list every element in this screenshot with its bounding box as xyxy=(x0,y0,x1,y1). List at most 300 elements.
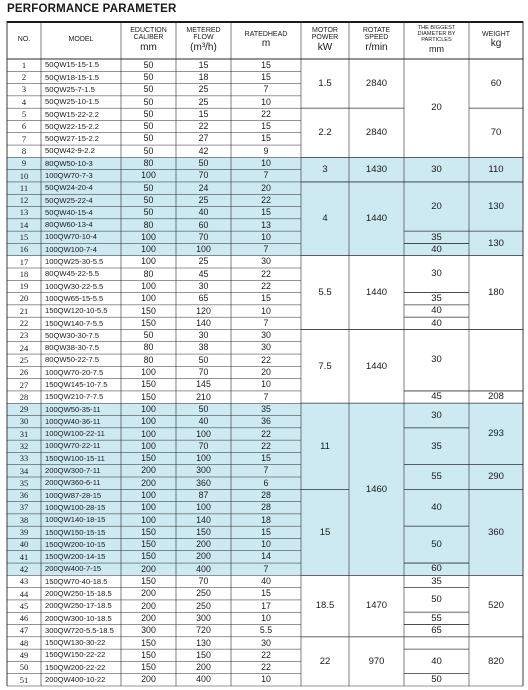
row-number: 6 xyxy=(21,121,27,132)
flow-cell: 400 xyxy=(196,674,211,685)
caliber-cell: 100 xyxy=(141,367,156,378)
flow-cell: 70 xyxy=(198,367,209,378)
particle-diameter-cell: 35 xyxy=(431,575,442,587)
head-cell: 18 xyxy=(261,514,271,525)
row-number: 41 xyxy=(19,551,29,562)
caliber-cell: 200 xyxy=(141,563,156,574)
motor-power-cell: 22 xyxy=(319,655,331,667)
head-cell: 17 xyxy=(261,600,271,611)
particle-diameter-cell: 50 xyxy=(431,538,442,550)
flow-cell: 60 xyxy=(198,219,209,230)
header-model: MODEL xyxy=(68,36,94,44)
head-cell: 10 xyxy=(261,231,271,242)
header-caliber: EDUCTION CALIBER mm xyxy=(130,26,167,53)
weight-cell: 820 xyxy=(488,655,504,667)
head-cell: 22 xyxy=(261,268,271,279)
model-cell: 100QW140-18-15 xyxy=(45,515,106,525)
row-number: 35 xyxy=(19,477,29,488)
caliber-cell: 50 xyxy=(143,72,154,83)
head-cell: 40 xyxy=(261,576,271,587)
caliber-cell: 200 xyxy=(141,465,156,476)
particle-diameter-cell: 40 xyxy=(431,317,442,329)
row-number: 16 xyxy=(19,244,29,255)
weight-cell: 208 xyxy=(488,391,504,403)
model-cell: 50QW15-15-1.5 xyxy=(45,60,100,70)
caliber-cell: 150 xyxy=(141,539,156,550)
caliber-cell: 100 xyxy=(141,170,156,181)
flow-cell: 100 xyxy=(196,428,211,439)
row-number: 33 xyxy=(19,453,29,464)
head-cell: 7 xyxy=(263,317,269,328)
flow-cell: 140 xyxy=(196,317,211,328)
row-number: 32 xyxy=(19,441,29,451)
model-cell: 150QW140-7-5.5 xyxy=(45,318,104,328)
header-no: NO. xyxy=(17,36,31,44)
model-cell: 200QW400-10-22 xyxy=(45,675,106,685)
flow-cell: 210 xyxy=(196,391,211,402)
particle-diameter-cell: 50 xyxy=(431,674,442,686)
caliber-cell: 150 xyxy=(141,379,156,390)
head-cell: 6 xyxy=(263,477,269,488)
flow-cell: 150 xyxy=(196,526,211,537)
model-cell: 100QW65-15-5.5 xyxy=(45,293,104,303)
flow-cell: 40 xyxy=(198,207,209,218)
rotate-speed-cell: 970 xyxy=(368,655,385,667)
weight-cell: 520 xyxy=(488,600,504,612)
model-cell: 50QW42-9-2.2 xyxy=(45,146,95,156)
header-flow: METERED FLOW (m³/h) xyxy=(186,26,221,53)
model-cell: 150QW130-30-22 xyxy=(45,638,106,648)
caliber-cell: 150 xyxy=(141,576,156,587)
model-cell: 150QW210-7-7.5 xyxy=(45,392,104,402)
header-head: RATEDHEAD m xyxy=(244,30,288,49)
model-cell: 100QW40-36-11 xyxy=(45,416,101,426)
caliber-cell: 50 xyxy=(143,59,154,70)
model-cell: 100QW100-22-11 xyxy=(45,429,105,439)
caliber-cell: 100 xyxy=(141,440,156,451)
head-cell: 5.5 xyxy=(259,625,273,636)
row-number: 34 xyxy=(19,465,29,476)
motor-power-cell: 11 xyxy=(320,440,330,452)
caliber-cell: 100 xyxy=(141,256,156,267)
particle-diameter-cell: 45 xyxy=(431,391,442,403)
model-cell: 50QW25-22-4 xyxy=(45,195,93,205)
flow-cell: 15 xyxy=(198,108,209,119)
row-number: 4 xyxy=(21,96,27,107)
head-cell: 10 xyxy=(261,158,271,169)
head-cell: 15 xyxy=(261,133,271,144)
caliber-cell: 100 xyxy=(141,231,156,242)
head-cell: 22 xyxy=(261,108,271,119)
caliber-cell: 100 xyxy=(141,490,156,501)
model-cell: 50QW27-15-2.2 xyxy=(45,134,100,144)
model-cell: 200QW250-15-18.5 xyxy=(45,588,112,598)
caliber-cell: 80 xyxy=(143,342,154,353)
flow-cell: 150 xyxy=(196,649,211,660)
flow-cell: 42 xyxy=(198,145,209,156)
caliber-cell: 100 xyxy=(141,293,156,304)
row-number: 15 xyxy=(19,232,29,242)
model-cell: 100QW70-20-7.5 xyxy=(45,367,104,377)
caliber-cell: 200 xyxy=(141,600,156,611)
particle-diameter-cell: 40 xyxy=(431,655,442,667)
motor-power-cell: 2.2 xyxy=(318,127,332,138)
head-cell: 30 xyxy=(261,256,271,267)
flow-cell: 145 xyxy=(196,379,211,390)
caliber-cell: 50 xyxy=(143,108,154,119)
caliber-cell: 150 xyxy=(141,551,156,562)
head-cell: 15 xyxy=(261,453,271,464)
row-number: 40 xyxy=(19,539,29,550)
head-cell: 30 xyxy=(261,330,271,341)
model-cell: 50QW15-22-2.2 xyxy=(45,109,100,119)
model-cell: 100QW70-10-4 xyxy=(45,232,97,242)
row-number: 1 xyxy=(21,59,27,70)
row-number: 38 xyxy=(19,514,29,525)
row-number: 51 xyxy=(19,674,29,685)
flow-cell: 720 xyxy=(196,625,211,636)
caliber-cell: 100 xyxy=(141,514,156,525)
flow-cell: 360 xyxy=(196,477,211,488)
flow-cell: 18 xyxy=(198,72,209,83)
caliber-cell: 80 xyxy=(143,219,154,230)
row-number: 46 xyxy=(19,613,29,624)
row-number: 37 xyxy=(19,502,29,513)
header-weight: WEIGHT kg xyxy=(482,30,510,49)
row-number: 27 xyxy=(19,379,29,390)
particle-diameter-cell: 20 xyxy=(431,102,442,114)
caliber-cell: 50 xyxy=(143,84,154,95)
head-cell: 22 xyxy=(261,194,271,205)
row-number: 11 xyxy=(19,182,29,193)
flow-cell: 70 xyxy=(198,440,209,451)
caliber-cell: 100 xyxy=(141,502,156,513)
flow-cell: 300 xyxy=(196,465,211,476)
flow-cell: 50 xyxy=(198,403,209,414)
row-number: 30 xyxy=(19,416,29,427)
caliber-cell: 200 xyxy=(141,588,156,599)
row-number: 20 xyxy=(19,293,29,304)
model-cell: 200QW250-17-18.5 xyxy=(45,601,112,611)
head-cell: 15 xyxy=(261,72,271,83)
caliber-cell: 100 xyxy=(141,403,156,414)
model-cell: 80QW45-22-5.5 xyxy=(45,269,100,279)
head-cell: 30 xyxy=(261,637,271,648)
caliber-cell: 150 xyxy=(141,526,156,537)
flow-cell: 65 xyxy=(198,293,209,304)
row-number: 47 xyxy=(19,625,29,636)
flow-cell: 250 xyxy=(196,600,211,611)
model-cell: 150QW200-22-22 xyxy=(45,662,106,672)
row-number: 2 xyxy=(21,72,27,83)
model-cell: 300QW720-5.5-18.5 xyxy=(45,625,114,635)
page-title: PERFORMANCE PARAMETER xyxy=(7,3,177,15)
row-number: 28 xyxy=(19,391,29,402)
model-cell: 80QW38-30-7.5 xyxy=(45,343,100,353)
row-number: 36 xyxy=(19,490,29,501)
flow-cell: 120 xyxy=(196,305,211,316)
model-cell: 200QW300-10-18.5 xyxy=(45,613,112,623)
head-cell: 15 xyxy=(261,526,271,537)
flow-cell: 250 xyxy=(196,588,211,599)
model-cell: 100QW70-7-3 xyxy=(45,170,93,180)
flow-cell: 200 xyxy=(196,662,211,673)
weight-cell: 70 xyxy=(490,127,502,138)
row-number: 42 xyxy=(19,563,29,574)
flow-cell: 70 xyxy=(198,170,209,181)
row-number: 12 xyxy=(19,195,29,206)
caliber-cell: 80 xyxy=(143,354,154,365)
head-cell: 10 xyxy=(261,379,271,390)
particle-diameter-cell: 35 xyxy=(431,231,442,243)
caliber-cell: 150 xyxy=(141,305,156,316)
flow-cell: 30 xyxy=(198,330,209,341)
row-number: 19 xyxy=(19,281,29,292)
model-cell: 80QW50-10-3 xyxy=(45,158,93,168)
particle-diameter-cell: 35 xyxy=(431,440,442,452)
model-cell: 200QW300-7-11 xyxy=(45,466,101,476)
weight-cell: 130 xyxy=(488,237,504,249)
rotate-speed-cell: 1440 xyxy=(365,286,388,298)
row-number: 49 xyxy=(19,650,29,660)
model-cell: 100QW70-22-11 xyxy=(45,441,101,451)
rotate-speed-cell: 2840 xyxy=(365,77,388,89)
flow-cell: 100 xyxy=(196,244,211,255)
head-cell: 14 xyxy=(261,551,271,562)
flow-cell: 50 xyxy=(198,158,209,169)
caliber-cell: 200 xyxy=(141,674,156,685)
caliber-cell: 50 xyxy=(143,145,154,156)
head-cell: 22 xyxy=(261,428,271,439)
row-number: 22 xyxy=(19,318,29,329)
motor-power-cell: 1.5 xyxy=(318,77,332,89)
model-cell: 200QW400-7-15 xyxy=(45,564,102,574)
head-cell: 36 xyxy=(261,416,271,427)
flow-cell: 50 xyxy=(198,354,209,365)
row-number: 14 xyxy=(19,219,29,230)
caliber-cell: 150 xyxy=(141,317,156,328)
particle-diameter-cell: 35 xyxy=(431,292,442,304)
head-cell: 15 xyxy=(261,121,271,132)
particle-diameter-cell: 40 xyxy=(431,243,442,255)
row-number: 3 xyxy=(21,84,27,95)
flow-cell: 200 xyxy=(196,539,211,550)
motor-power-cell: 4 xyxy=(322,213,328,225)
header-power: MOTOR POWER kW xyxy=(311,26,339,53)
model-cell: 100QW50-35-11 xyxy=(45,404,101,414)
caliber-cell: 50 xyxy=(143,121,154,132)
row-number: 43 xyxy=(19,576,29,587)
caliber-cell: 100 xyxy=(141,244,156,255)
flow-cell: 300 xyxy=(196,612,211,623)
weight-cell: 290 xyxy=(488,471,504,483)
model-cell: 150QW70-40-18.5 xyxy=(45,576,108,586)
caliber-cell: 80 xyxy=(143,158,154,169)
head-cell: 7 xyxy=(263,244,269,255)
row-number: 31 xyxy=(19,428,29,439)
row-number: 44 xyxy=(19,588,29,599)
motor-power-cell: 15 xyxy=(319,526,331,538)
flow-cell: 100 xyxy=(196,502,211,513)
head-cell: 10 xyxy=(261,674,271,685)
model-cell: 50QW25-10-1.5 xyxy=(45,97,100,107)
flow-cell: 87 xyxy=(198,490,209,501)
row-number: 26 xyxy=(19,367,29,378)
weight-cell: 293 xyxy=(488,428,504,440)
caliber-cell: 150 xyxy=(141,391,156,402)
caliber-cell: 150 xyxy=(141,637,156,648)
row-number: 21 xyxy=(19,305,29,316)
model-cell: 50QW25-7-1.5 xyxy=(45,84,95,94)
particle-diameter-cell: 40 xyxy=(431,305,442,317)
caliber-cell: 150 xyxy=(141,453,156,464)
row-number: 18 xyxy=(19,268,29,279)
motor-power-cell: 7.5 xyxy=(318,360,332,372)
motor-power-cell: 18.5 xyxy=(315,600,335,612)
particle-diameter-cell: 30 xyxy=(431,163,442,175)
head-cell: 10 xyxy=(261,612,271,623)
model-cell: 150QW145-10-7.5 xyxy=(45,379,108,389)
model-cell: 50QW30-30-7.5 xyxy=(45,330,100,340)
row-number: 50 xyxy=(19,662,29,673)
head-cell: 15 xyxy=(261,207,271,218)
head-cell: 22 xyxy=(261,649,271,660)
model-cell: 200QW360-6-11 xyxy=(45,478,101,488)
caliber-cell: 50 xyxy=(143,207,154,218)
row-number: 24 xyxy=(19,342,29,353)
flow-cell: 100 xyxy=(196,453,211,464)
model-cell: 150QW200-14-15 xyxy=(45,552,106,562)
row-number: 25 xyxy=(19,354,29,365)
flow-cell: 70 xyxy=(198,576,209,587)
head-cell: 13 xyxy=(261,219,271,230)
head-cell: 15 xyxy=(261,293,271,304)
rotate-speed-cell: 2840 xyxy=(365,127,388,138)
particle-diameter-cell: 40 xyxy=(431,501,442,513)
model-cell: 150QW150-15-15 xyxy=(45,527,106,537)
caliber-cell: 50 xyxy=(143,182,154,193)
rotate-speed-cell: 1430 xyxy=(365,163,388,175)
model-cell: 100QW25-30-5.5 xyxy=(45,257,104,267)
head-cell: 20 xyxy=(261,367,271,378)
head-cell: 20 xyxy=(261,182,271,193)
particle-diameter-cell xyxy=(404,637,469,649)
particle-diameter-cell: 20 xyxy=(431,200,442,212)
caliber-cell: 200 xyxy=(141,612,156,623)
motor-power-cell: 3 xyxy=(322,163,328,175)
model-cell: 80QW60-13-4 xyxy=(45,220,93,230)
head-cell: 15 xyxy=(261,59,271,70)
row-number: 23 xyxy=(19,330,29,341)
flow-cell: 24 xyxy=(198,182,209,193)
caliber-cell: 100 xyxy=(141,416,156,427)
row-number: 8 xyxy=(21,145,27,156)
model-cell: 100QW100-28-15 xyxy=(45,502,106,512)
caliber-cell: 100 xyxy=(141,428,156,439)
head-cell: 22 xyxy=(261,281,271,292)
flow-cell: 140 xyxy=(196,514,211,525)
head-cell: 22 xyxy=(261,440,271,451)
flow-cell: 15 xyxy=(198,59,209,70)
weight-cell xyxy=(469,329,523,390)
row-number: 48 xyxy=(19,637,29,648)
head-cell: 22 xyxy=(261,662,271,673)
row-number: 39 xyxy=(19,527,29,538)
rotate-speed-cell: 1460 xyxy=(365,483,388,495)
flow-cell: 400 xyxy=(196,563,211,574)
head-cell: 22 xyxy=(261,354,271,365)
rotate-speed-cell: 1440 xyxy=(365,360,388,372)
row-number: 45 xyxy=(19,600,29,611)
performance-table xyxy=(7,21,523,686)
caliber-cell: 50 xyxy=(143,133,154,144)
caliber-cell: 100 xyxy=(141,281,156,292)
model-cell: 150QW100-15-11 xyxy=(45,453,105,463)
model-cell: 50QW18-15-1.5 xyxy=(45,72,100,82)
flow-cell: 25 xyxy=(198,96,209,107)
head-cell: 10 xyxy=(261,96,271,107)
model-cell: 150QW150-22-22 xyxy=(45,650,106,660)
head-cell: 15 xyxy=(261,588,271,599)
model-cell: 100QW100-7-4 xyxy=(45,244,97,254)
weight-cell: 110 xyxy=(488,163,504,175)
head-cell: 10 xyxy=(261,539,271,550)
head-cell: 7 xyxy=(263,563,269,574)
caliber-cell: 150 xyxy=(141,662,156,673)
particle-diameter-cell: 60 xyxy=(431,563,442,575)
row-number: 29 xyxy=(19,404,29,415)
caliber-cell: 150 xyxy=(141,649,156,660)
flow-cell: 30 xyxy=(198,281,209,292)
head-cell: 7 xyxy=(263,170,269,181)
row-number: 7 xyxy=(21,133,27,144)
row-number: 9 xyxy=(21,158,27,169)
head-cell: 7 xyxy=(263,465,269,476)
caliber-cell: 200 xyxy=(141,477,156,488)
row-number: 13 xyxy=(19,207,29,218)
flow-cell: 25 xyxy=(198,84,209,95)
flow-cell: 40 xyxy=(198,416,209,427)
model-cell: 80QW50-22-7.5 xyxy=(45,355,100,365)
particle-diameter-cell: 30 xyxy=(431,409,442,421)
flow-cell: 38 xyxy=(198,342,209,353)
weight-cell: 130 xyxy=(488,200,504,212)
row-number: 17 xyxy=(19,256,29,267)
head-cell: 7 xyxy=(263,391,269,402)
header-particle: THE BIGGEST DIAMETER BY PARTICLES mm xyxy=(417,24,456,54)
head-cell: 35 xyxy=(261,403,271,414)
particle-diameter-cell: 30 xyxy=(431,354,442,366)
particle-diameter-cell: 65 xyxy=(431,624,442,636)
weight-cell: 180 xyxy=(488,286,504,298)
particle-diameter-cell: 50 xyxy=(431,594,442,606)
flow-cell: 22 xyxy=(198,121,209,132)
model-cell: 150QW120-10-5.5 xyxy=(45,306,108,316)
head-cell: 10 xyxy=(261,305,271,316)
rotate-speed-cell: 1470 xyxy=(365,600,388,612)
flow-cell: 130 xyxy=(196,637,211,648)
flow-cell: 45 xyxy=(198,268,209,279)
model-cell: 100QW87-28-15 xyxy=(45,490,102,500)
rotate-speed-cell: 1440 xyxy=(365,213,388,225)
model-cell: 150QW200-10-15 xyxy=(45,539,106,549)
caliber-cell: 300 xyxy=(141,625,156,636)
caliber-cell: 80 xyxy=(143,268,154,279)
caliber-cell: 50 xyxy=(143,96,154,107)
caliber-cell: 50 xyxy=(143,194,154,205)
model-cell: 100QW30-22-5.5 xyxy=(45,281,104,291)
head-cell: 30 xyxy=(261,342,271,353)
